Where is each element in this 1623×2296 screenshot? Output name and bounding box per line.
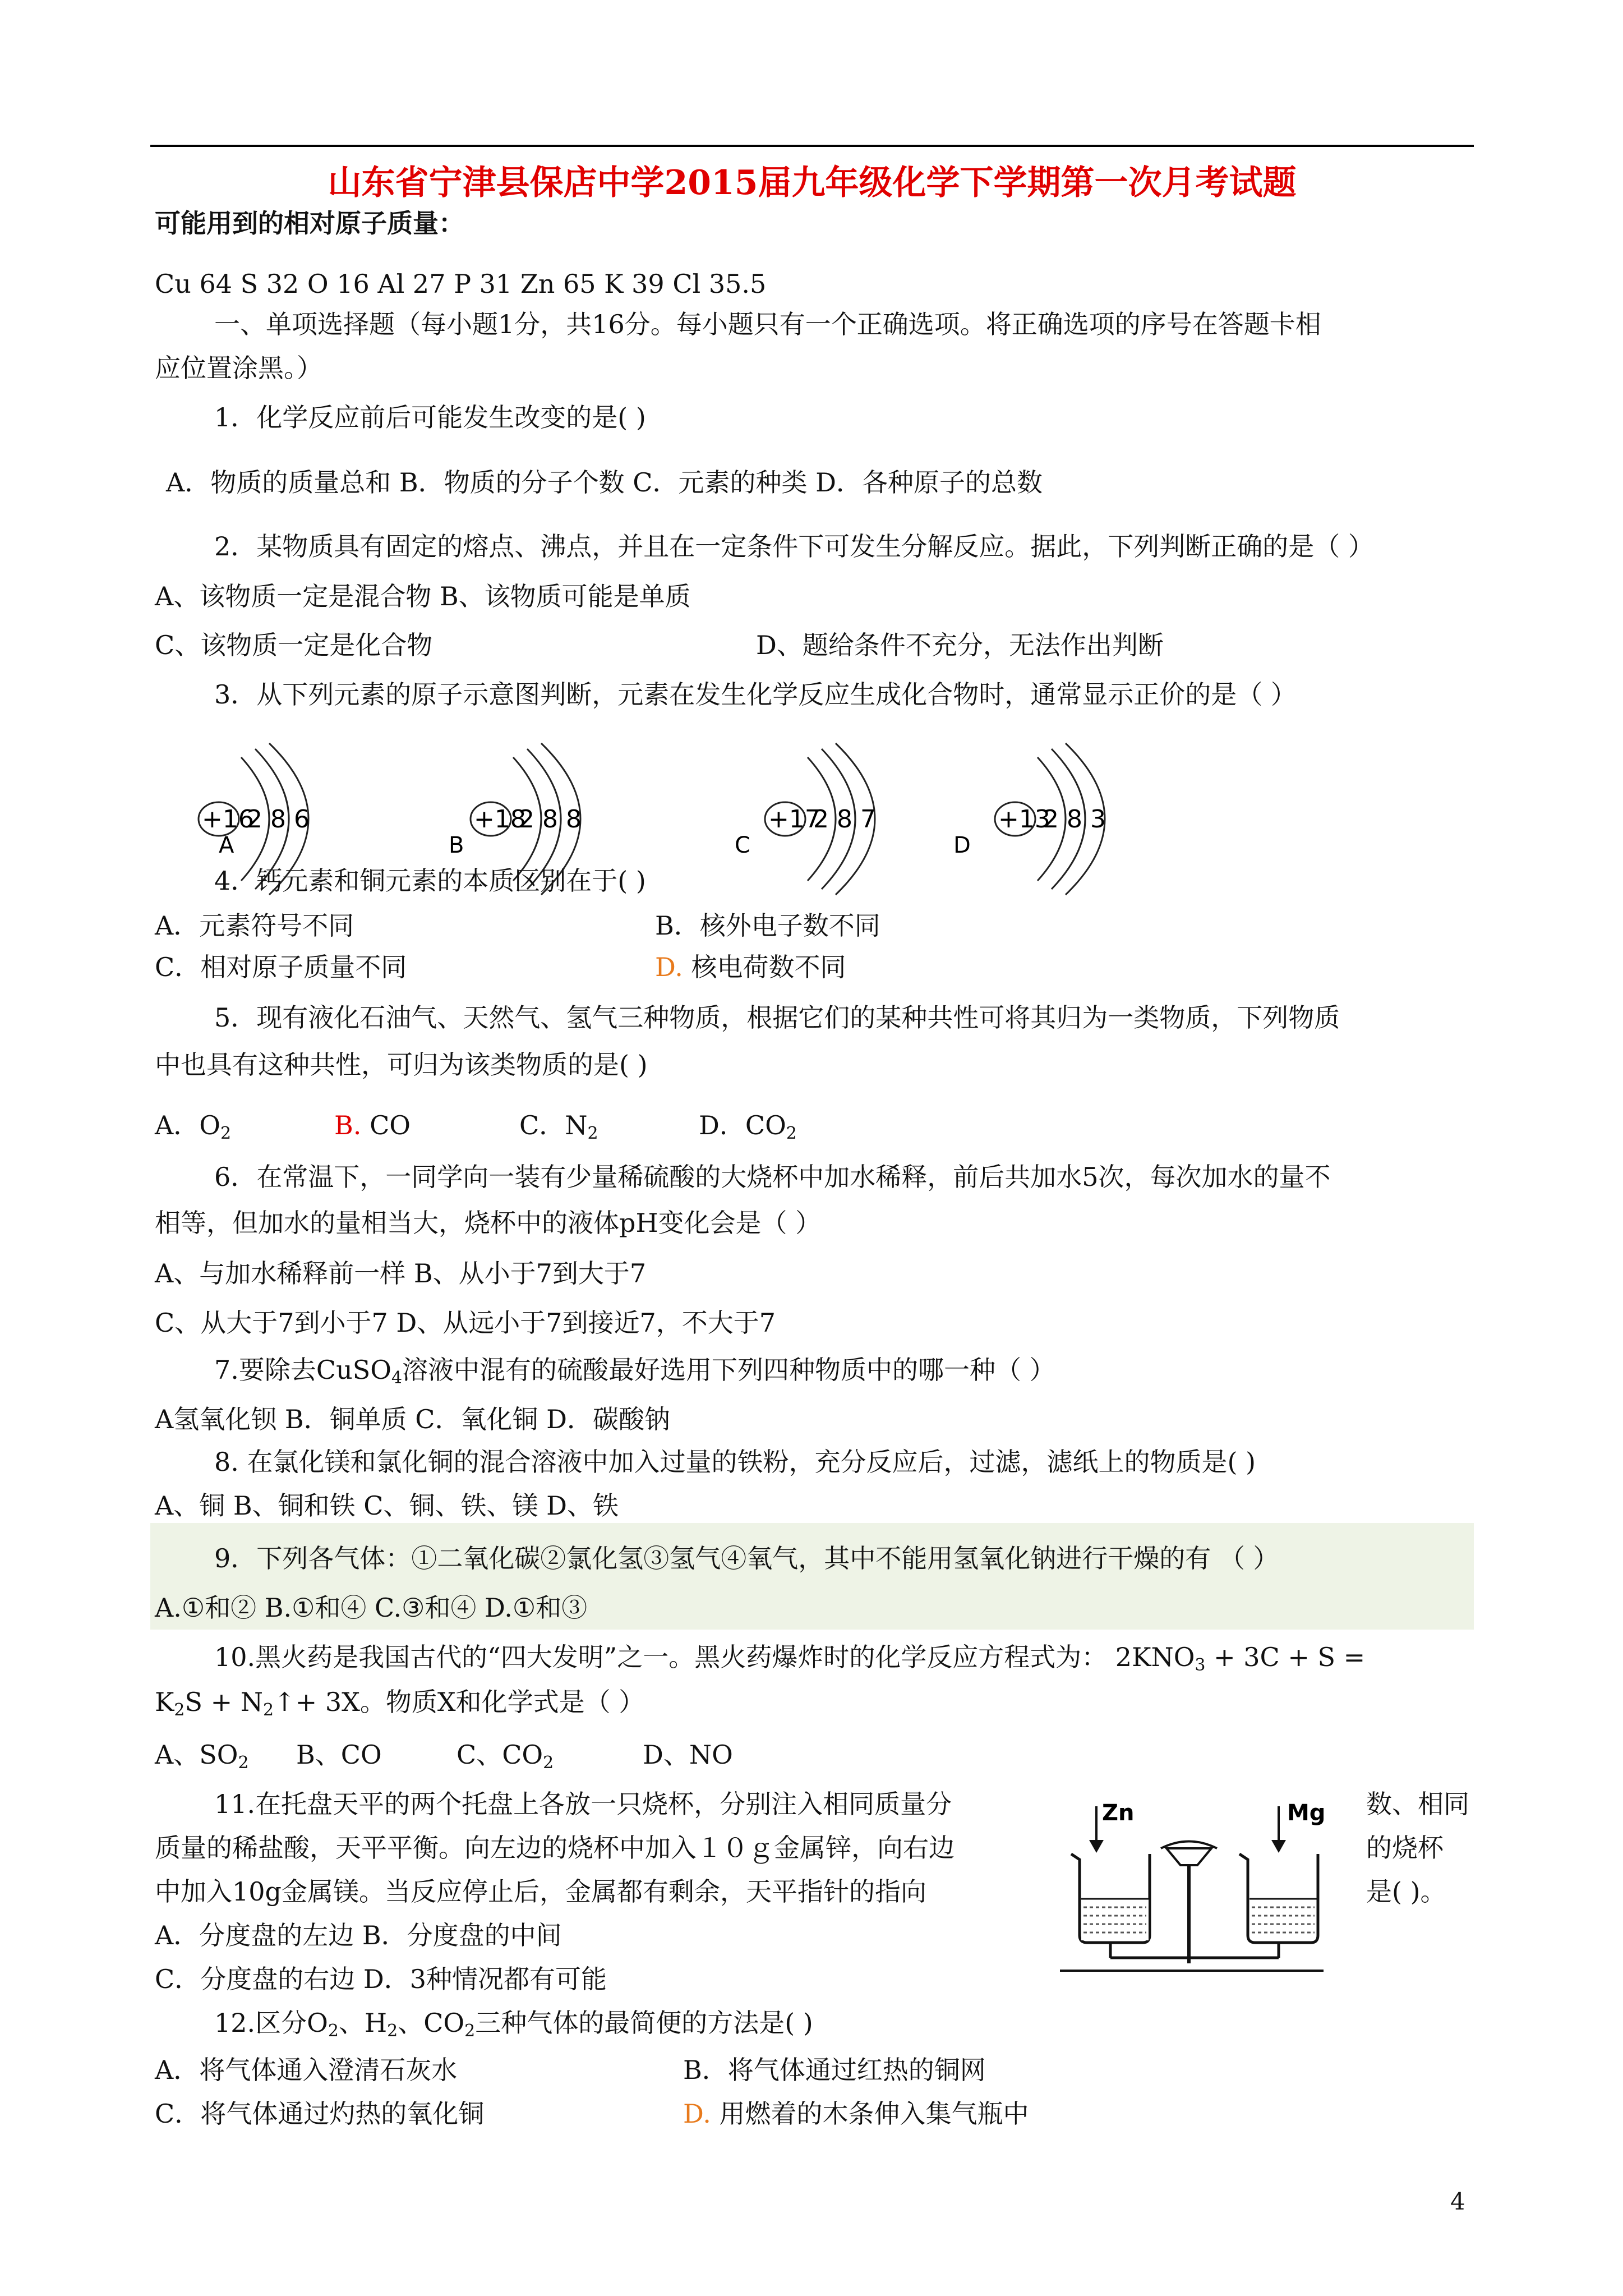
q12-answer-letter: D. [683,2099,711,2129]
q12-option-a: A．将气体通入澄清石灰水 [155,2055,458,2085]
q10-stem2-k: K [155,1687,174,1717]
q12-option-d [683,2097,1029,2131]
atom-c-shells: 2 8 7 [813,805,876,834]
q5-option-a-text: A．O [155,1110,220,1140]
q3-stem: 3．从下列元素的原子示意图判断，元素在发生化学反应生成化合物时，通常显示正价的是（ ） [214,679,1297,710]
q4-stem: 4．钙元素和铜元素的本质区别在于( ) [214,866,646,896]
right-beaker [1239,1854,1318,1943]
q6-options-ab: A、与加水稀释前一样 B、从小于7到大于7 [155,1258,647,1289]
atom-d-nucleus: +13 [998,805,1050,834]
q9-options: A.①和② B.①和④ C.③和④ D.①和③ [155,1593,588,1623]
atom-a-label: A [219,832,234,858]
q2-options-ab: A、该物质一定是混合物 B、该物质可能是单质 [155,581,691,611]
q12-sub-o2: 2 [328,2021,339,2041]
q2-option-c: C、该物质一定是化合物 [155,630,433,660]
q10-option-d: D、NO [643,1740,733,1770]
q5-option-b-text: CO [370,1110,411,1140]
q12-stem-mid2: 、CO [398,2008,465,2038]
q6-options-cd: C、从大于7到小于7 D、从远小于7到接近7，不大于7 [155,1308,776,1338]
q12-stem [214,2006,813,2048]
q5-stem-line2: 中也具有这种共性，可归为该类物质的是( ) [155,1050,648,1080]
q10-option-c [457,1738,554,1780]
q10-option-a [155,1738,249,1780]
atomic-mass-heading: 可能用到的相对原子质量： [155,208,464,238]
q10-stem2-post: ↑+ 3X。物质X和化学式是（ ） [274,1687,645,1717]
q10-stem2-mid: S + N [185,1687,264,1717]
q11-options-ab: A．分度盘的左边 B．分度盘的中间 [155,1920,562,1950]
q10-stem1-post: + 3C + S = [1205,1642,1366,1672]
q12-sub-co2: 2 [464,2021,476,2041]
magnesium-label: Mg [1287,1800,1326,1826]
atom-diagram-d [953,743,1106,895]
q5-option-d-sub: 2 [786,1124,797,1143]
q4-option-b: B．核外电子数不同 [655,910,880,941]
q2-option-d: D、题给条件不充分，无法作出判断 [756,630,1164,660]
q10-option-a-text: A、SO [155,1740,238,1770]
q10-option-c-sub: 2 [543,1753,554,1773]
q5-stem-line1: 5．现有液化石油气、天然气、氢气三种物质，根据它们的某种共性可将其归为一类物质，下列物质 [214,1002,1340,1033]
q12-stem-mid1: 、H [338,2008,388,2038]
atom-a-shells: 2 8 6 [247,805,310,834]
q11-line1-right: 数、相同 [1366,1789,1469,1819]
q12-sub-h2: 2 [387,2021,398,2041]
atom-diagram-c [735,743,876,895]
q10-stem-line1 [214,1640,1365,1682]
q6-stem-line1: 6．在常温下，一同学向一装有少量稀硫酸的大烧杯中加水稀释，前后共加水5次，每次加水的量不 [214,1162,1331,1192]
q5-option-a-sub: 2 [220,1124,232,1143]
q5-option-c-text: C．N [519,1110,588,1140]
q7-stem-sub: 4 [391,1368,403,1388]
q2-stem: 2．某物质具有固定的熔点、沸点，并且在一定条件下可发生分解反应。据此，下列判断正确的是（ ） [214,531,1374,562]
header-rule [150,145,1474,147]
q4-option-d-text: 核电荷数不同 [691,952,846,982]
q4-option-c: C．相对原子质量不同 [155,952,407,982]
q7-stem [214,1353,1055,1395]
q8-stem: 8. 在氯化镁和氯化铜的混合溶液中加入过量的铁粉，充分反应后，过滤，滤纸上的物质是( ) [214,1447,1256,1477]
magnesium-arrow [1271,1806,1286,1853]
q12-option-b: B．将气体通过红热的铜网 [683,2055,986,2085]
q4-option-d [655,950,846,984]
q12-option-c: C．将气体通过灼热的氧化铜 [155,2099,485,2129]
q11-options-cd: C．分度盘的右边 D．3种情况都有可能 [155,1964,607,1994]
atom-d-label: D [953,832,971,858]
q10-option-a-sub: 2 [238,1753,249,1773]
q10-stem1-sub: 3 [1195,1655,1206,1675]
q10-option-c-text: C、CO [457,1740,543,1770]
q4-answer-letter: D. [655,952,683,982]
atom-d-shells: 2 8 3 [1043,805,1106,834]
page-title: 山东省宁津县保店中学2015届九年级化学下学期第一次月考试题 [328,163,1297,203]
atom-c-nucleus: +17 [768,805,820,834]
q4-option-a: A．元素符号不同 [155,910,354,941]
q11-line1: 11.在托盘天平的两个托盘上各放一只烧杯，分别注入相同质量分 [214,1789,952,1819]
q5-option-c [519,1108,598,1151]
atom-a-nucleus: +16 [202,805,254,834]
q5-option-d [699,1108,797,1151]
atom-b-label: B [449,832,464,858]
q5-option-c-sub: 2 [587,1124,598,1143]
q11-line3: 中加入10g金属镁。当反应停止后，金属都有剩余，天平指针的指向 [155,1876,926,1907]
q10-stem2-sub1: 2 [174,1700,185,1720]
q1-stem: 1．化学反应前后可能发生改变的是( ) [214,402,646,432]
q11-line2: 质量的稀盐酸，天平平衡。向左边的烧杯中加入１０ｇ金属锌，向右边 [155,1833,955,1863]
q9-stem: 9．下列各气体：①二氧化碳②氯化氢③氢气④氧气，其中不能用氢氧化钠进行干燥的有 （ ） [214,1543,1279,1573]
q8-options: A、铜 B、铜和铁 C、铜、铁、镁 D、铁 [155,1490,619,1521]
q12-stem-post: 三种气体的最简便的方法是( ) [475,2008,813,2038]
section-instructions-line2: 应位置涂黑。） [155,353,322,383]
left-beaker [1071,1854,1150,1943]
q11-line3-right: 是( )。 [1366,1876,1446,1907]
q7-options: A氢氧化钡 B．铜单质 C．氧化铜 D．碳酸钠 [155,1404,670,1434]
q12-stem-pre: 12.区分O [214,2008,328,2038]
q1-options: A．物质的质量总和 B．物质的分子个数 C．元素的种类 D．各种原子的总数 [166,467,1043,498]
q5-answer-letter: B. [334,1110,362,1140]
atomic-mass-list: Cu 64 S 32 O 16 Al 27 P 31 Zn 65 K 39 Cl 35.5 [155,269,767,299]
q12-option-d-text: 用燃着的木条伸入集气瓶中 [719,2099,1029,2129]
q7-stem-pre: 7.要除去CuSO [214,1355,391,1385]
section-instructions-line1: 一、单项选择题（每小题1分，共16分。每小题只有一个正确选项。将正确选项的序号在答题卡相 [214,309,1321,339]
q7-stem-post: 溶液中混有的硫酸最好选用下列四种物质中的哪一种（ ） [402,1355,1055,1385]
q5-option-a [155,1108,231,1151]
atom-b-shells: 2 8 8 [519,805,582,834]
q5-option-b [334,1108,411,1142]
page-number: 4 [1450,2188,1465,2215]
atom-b-nucleus: +18 [474,805,526,834]
q11-line2-right: 的烧杯 [1366,1833,1444,1863]
q10-option-b: B、CO [296,1740,382,1770]
q10-stem1: 10.黑火药是我国古代的“四大发明”之一。黑火药爆炸时的化学反应方程式为： 2KNO [214,1642,1195,1672]
atom-c-label: C [735,832,750,858]
q10-stem-line2 [155,1685,644,1727]
q6-stem-line2: 相等，但加水的量相当大，烧杯中的液体pH变化会是（ ） [155,1208,822,1238]
q10-stem2-sub2: 2 [263,1700,274,1720]
q5-option-d-text: D．CO [699,1110,786,1140]
zinc-label: Zn [1102,1800,1135,1826]
balance-diagram [1049,1792,1352,1983]
